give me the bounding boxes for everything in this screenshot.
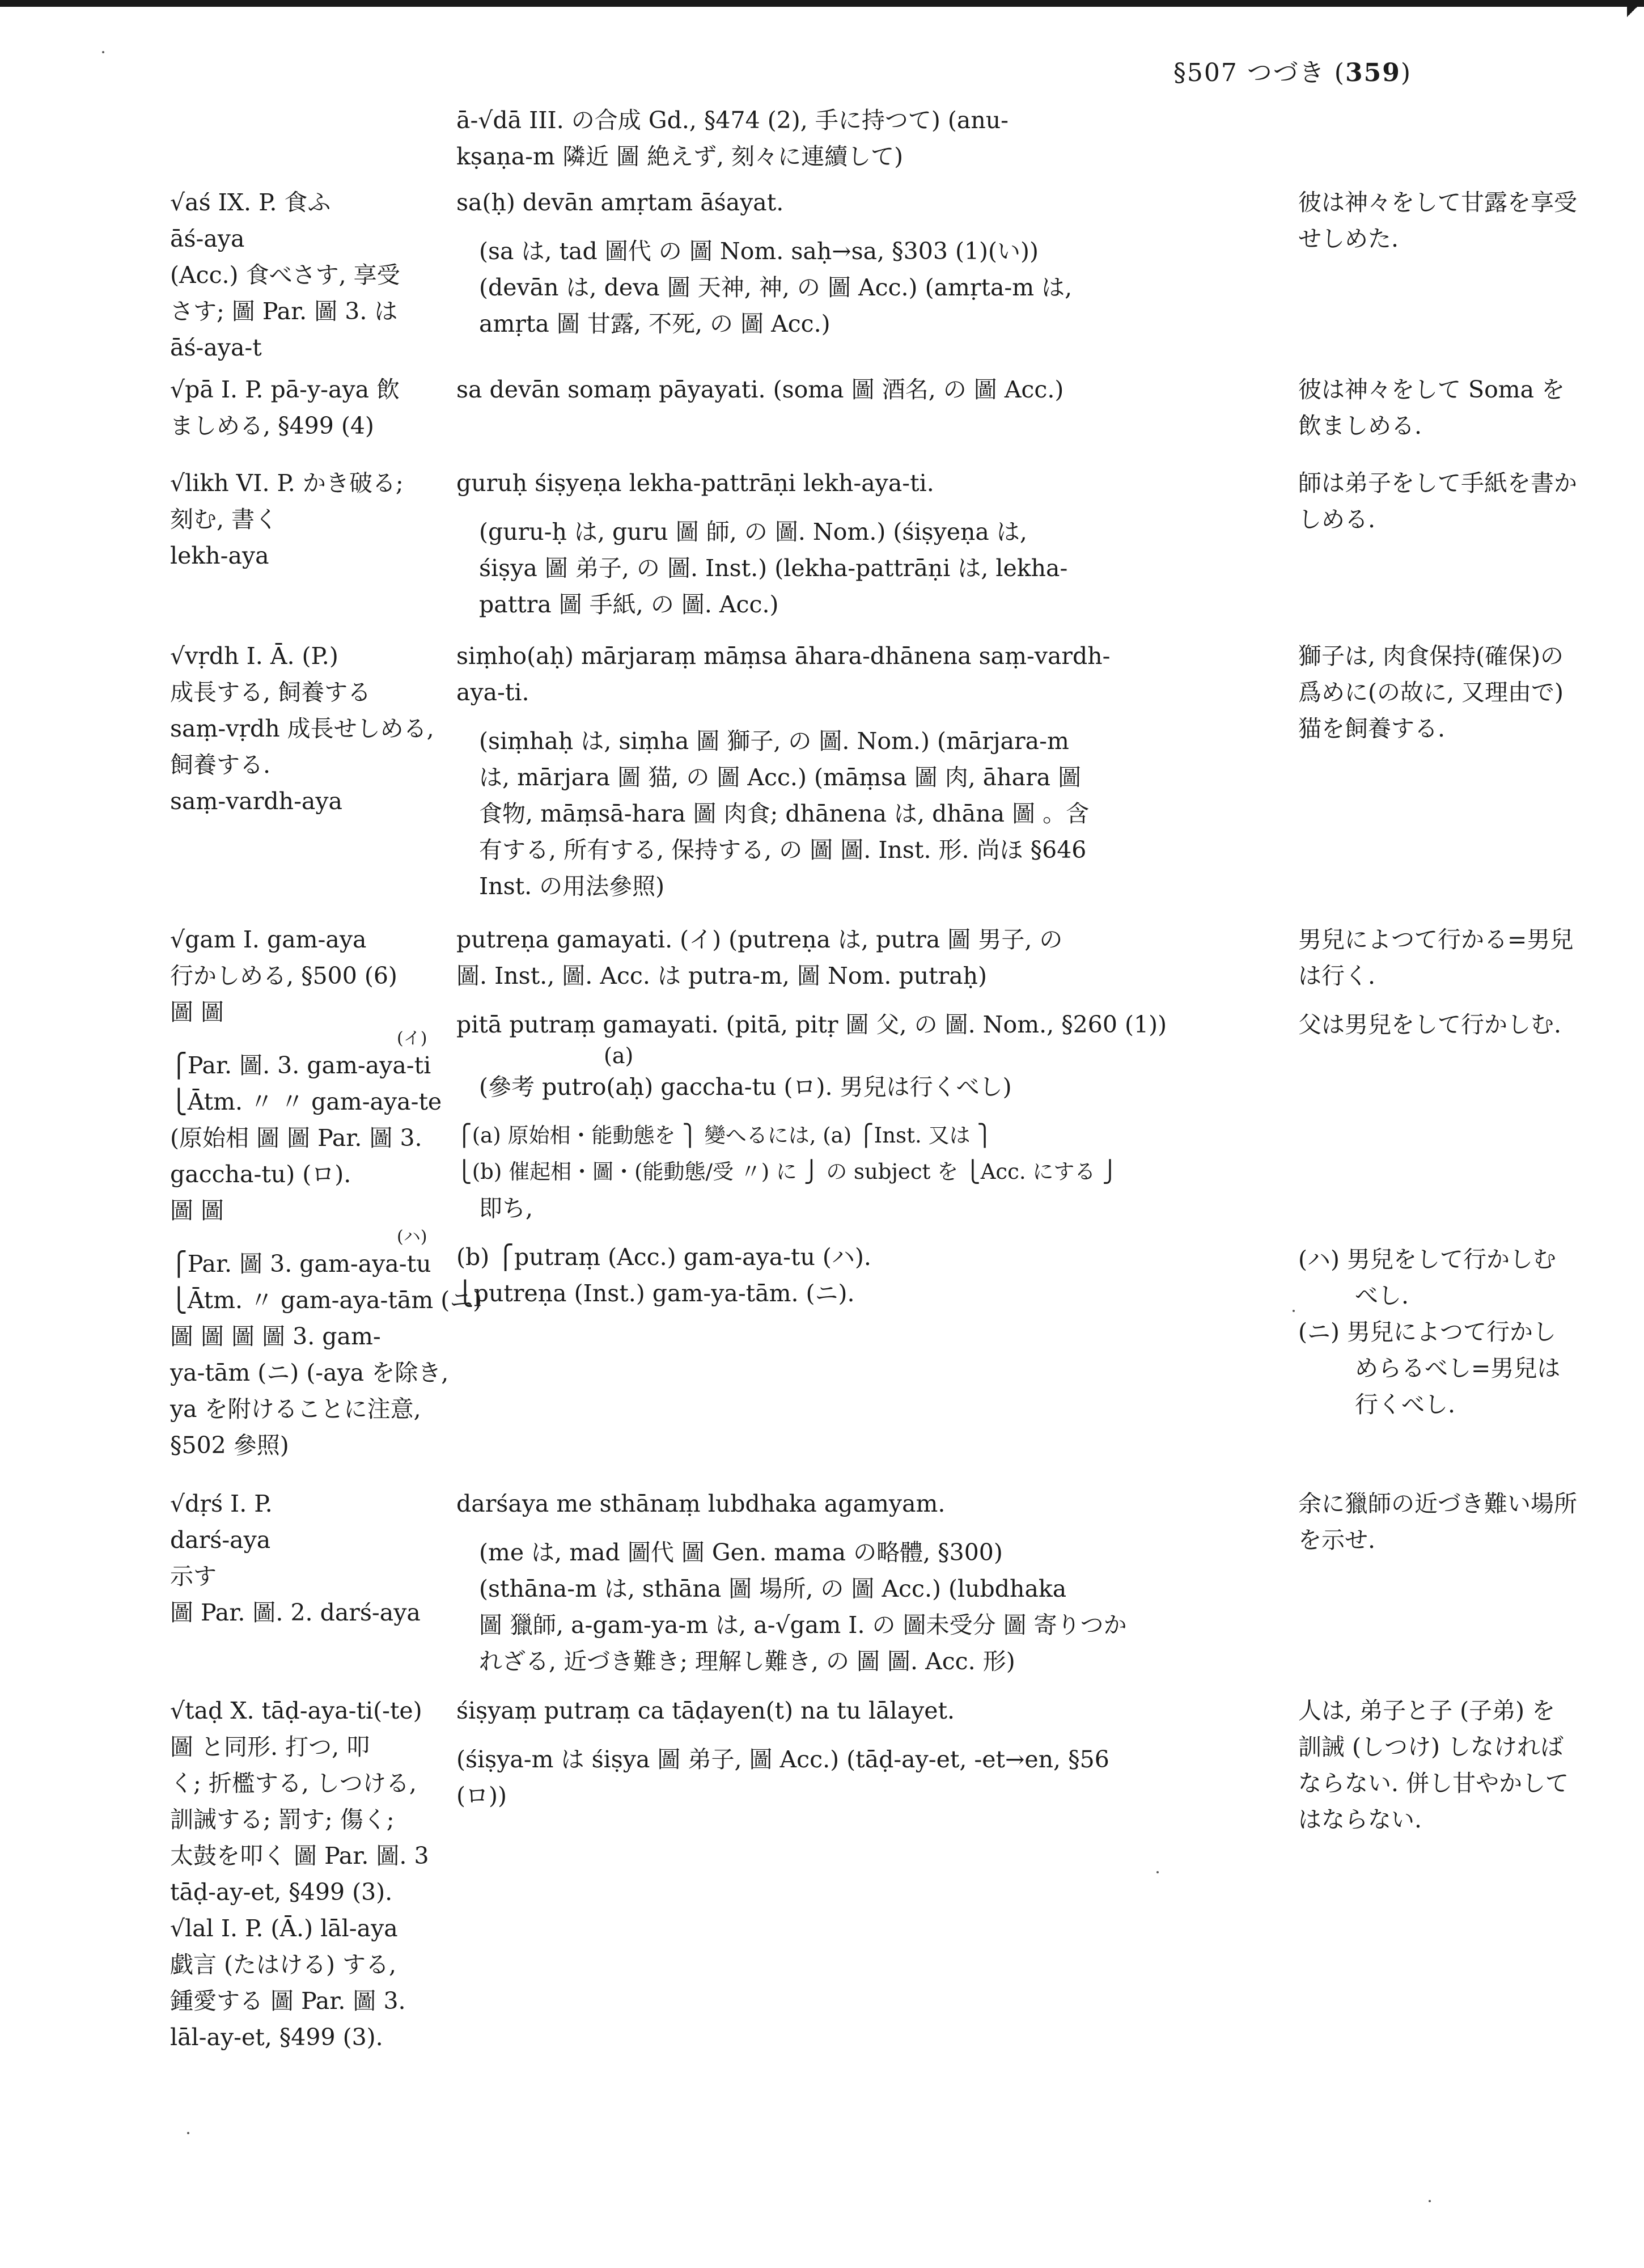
verb-line: §502 參照)	[170, 1432, 289, 1459]
gloss-line: (sthāna-m は, sthāna 圖 場所, の 圖 Acc.) (lubdhaka	[479, 1575, 1067, 1602]
translation-line: 獅子は, 肉食保持(確保)の	[1298, 642, 1564, 670]
dictionary-entries	[170, 0, 1644, 2268]
entry-line: ā-√dā III. の合成 Gd., §474 (2), 手に持つて) (anu-	[456, 107, 1009, 134]
scan-speck	[1156, 1871, 1159, 1873]
verb-line: √vṛdh I. Ā. (P.)	[170, 642, 338, 670]
gloss-line: (me は, mad 圖代 圖 Gen. mama の略體, §300)	[479, 1539, 1003, 1566]
entry-5-verb	[170, 921, 482, 1463]
entry-6-sanskrit	[456, 1486, 1278, 1679]
entry-7-translation	[1298, 1692, 1599, 1838]
gloss-line: (sa は, tad 圖代 の 圖 Nom. saḥ→sa, §303 (1)(い))	[479, 238, 1039, 265]
scan-speck	[1293, 1310, 1295, 1312]
entry-1-sanskrit	[456, 184, 1278, 342]
translation-line: (ハ) 男兒をして行かしむ	[1298, 1246, 1557, 1273]
verb-line: 刻む, 書く	[170, 506, 278, 533]
scan-speck	[187, 2132, 189, 2134]
entry-3-translation	[1298, 465, 1599, 538]
footnote-marker: (イ)	[397, 1029, 427, 1048]
gloss-line: (ロ))	[456, 1782, 507, 1809]
verb-line: 訓誡する; 罰す; 傷く;	[170, 1806, 395, 1833]
gloss-line: (devān は, deva 圖 天神, 神, の 圖 Acc.) (amṛta-m は,	[479, 274, 1073, 301]
gloss-line: 有する, 所有する, 保持する, の 圖 圖. Inst. 形. 尚ほ §646	[479, 836, 1087, 864]
entry-1-translation	[1298, 184, 1599, 257]
translation-line: 彼は神々をして Soma を	[1298, 376, 1565, 403]
verb-line: 鍾愛する 圖 Par. 圖 3.	[170, 1987, 406, 2015]
entry-3-verb	[170, 465, 437, 574]
verb-line: 圖 圖	[170, 1197, 224, 1224]
entry-4-sanskrit	[456, 638, 1278, 904]
verb-line: ⎧Par. 圖. 3. gam-aya-ti	[170, 1052, 431, 1079]
translation-line: は行く.	[1298, 962, 1376, 989]
entry-7-sanskrit	[456, 1692, 1278, 1814]
example-line: (b) ⎧putraṃ (Acc.) gam-aya-tu (ハ).	[456, 1243, 871, 1271]
translation-line: はならない.	[1298, 1806, 1422, 1833]
verb-line: 成長する, 飼養する	[170, 679, 371, 706]
overbrace-label: (a)	[604, 1043, 634, 1068]
verb-line: √gam I. gam-aya	[170, 926, 367, 953]
verb-line: く; 折檻する, しつける,	[170, 1770, 417, 1797]
entry-4-verb	[170, 638, 437, 819]
sanskrit-line: guruḥ śiṣyeṇa lekha-pattrāṇi lekh-aya-ti.	[456, 469, 934, 497]
verb-line: ⎧Par. 圖 3. gam-aya-tu	[170, 1250, 431, 1277]
translation-line: めらるべし=男兒は	[1355, 1355, 1561, 1382]
verb-line: ya を附けることに注意,	[170, 1395, 421, 1423]
verb-line: (Acc.) 食べさす, 享受	[170, 261, 400, 289]
verb-line: tāḍ-ay-et, §499 (3).	[170, 1878, 393, 1906]
scan-speck	[1429, 2200, 1431, 2202]
entry-5-sanskrit	[456, 921, 1278, 1311]
gloss-line: 圖. Inst., 圖. Acc. は putra-m, 圖 Nom. putraḥ)	[456, 962, 988, 989]
verb-line: √likh VI. P. かき破る;	[170, 469, 404, 497]
entry-2-translation	[1298, 371, 1599, 444]
translation-line: 爲めに(の故に, 又理由で)	[1298, 679, 1564, 706]
verb-line: √taḍ X. tāḍ-aya-ti(-te)	[170, 1697, 422, 1724]
sanskrit-line: siṃho(aḥ) mārjaraṃ māṃsa āhara-dhānena saṃ-vardh-	[456, 642, 1111, 670]
section-reference: §507 つづき	[1173, 58, 1325, 87]
verb-line: 戯言 (たはける) する,	[170, 1951, 397, 1978]
translation-line: 行くべし.	[1355, 1391, 1456, 1418]
translation-line: 猫を飼養する.	[1298, 715, 1446, 742]
verb-line: ましめる, §499 (4)	[170, 412, 374, 439]
gloss-line: 食物, māṃsā-hara 圖 肉食; dhānena は, dhāna 圖 。含	[479, 800, 1090, 827]
verb-line: √lal I. P. (Ā.) lāl-aya	[170, 1915, 398, 1942]
entry-line: kṣaṇa-m 隣近 圖 絶えず, 刻々に連續して)	[456, 143, 904, 170]
verb-line: darś-aya	[170, 1526, 271, 1554]
translation-line: 人は, 弟子と子 (子弟) を	[1298, 1697, 1556, 1724]
verb-line: √pā I. P. pā-y-aya 飲	[170, 376, 400, 403]
gloss-line: amṛta 圖 甘露, 不死, の 圖 Acc.)	[479, 310, 831, 337]
verb-line: ya-tām (ニ) (-aya を除き,	[170, 1359, 449, 1386]
translation-line: 余に獵師の近づき難い場所	[1298, 1490, 1577, 1517]
translation-line: 訓誡 (しつけ) しなければ	[1298, 1733, 1564, 1761]
gloss-line: 圖 獵師, a-gam-ya-m は, a-√gam I. の 圖未受分 圖 寄りつか	[479, 1611, 1127, 1639]
sanskrit-line: darśaya me sthānaṃ lubdhaka agamyam.	[456, 1490, 946, 1517]
sanskrit-line: śiṣyaṃ putraṃ ca tāḍayen(t) na tu lālayet.	[456, 1697, 955, 1724]
translation-line: べし.	[1355, 1282, 1409, 1309]
page-number-open: (	[1334, 58, 1345, 87]
verb-line: (原始相 圖 圖 Par. 圖 3.	[170, 1124, 422, 1152]
translation-line: ならない. 併し甘やかして	[1298, 1770, 1569, 1797]
verb-line: 圖 圖	[170, 998, 224, 1026]
translation-line: 師は弟子をして手紙を書か	[1298, 469, 1577, 497]
verb-line: ⎩Ātm. 〃 〃 gam-aya-te	[170, 1088, 442, 1115]
verb-line: āś-aya-t	[170, 334, 262, 361]
entry-6-verb	[170, 1486, 437, 1631]
translation-line: 飲ましめる.	[1298, 412, 1422, 439]
sokuchi-line: 即ち,	[479, 1195, 533, 1222]
gloss-line: Inst. の用法參照)	[479, 873, 665, 900]
footnote-marker: (ハ)	[397, 1227, 427, 1247]
sanskrit-line: pitā putraṃ gamayati. (pitā, pitṛ 圖 父, の 圖. Nom., §260 (1))	[456, 1011, 1167, 1038]
verb-line: saṃ-vṛdh 成長せしめる,	[170, 715, 434, 742]
verb-line: lekh-aya	[170, 542, 269, 569]
gloss-line: (śiṣya-m は śiṣya 圖 弟子, 圖 Acc.) (tāḍ-ay-et, -et→en, §56	[456, 1746, 1109, 1773]
translation-line: せしめた.	[1298, 225, 1399, 252]
brace-rule-line: ⎩(b) 催起相・圖・(能動態/受 〃) に ⎭ の subject を ⎩Acc. にする ⎭	[456, 1160, 1118, 1184]
entry-7-verb	[170, 1692, 437, 2055]
translation-line: 父は男兒をして行かしむ.	[1298, 1011, 1562, 1038]
example-line: ⎩putreṇa (Inst.) gam-ya-tām. (ニ).	[456, 1280, 855, 1307]
translation-line: 彼は神々をして甘露を享受	[1298, 189, 1577, 216]
gloss-line: pattra 圖 手紙, の 圖. Acc.)	[479, 591, 779, 618]
verb-line: gaccha-tu) (ロ).	[170, 1161, 351, 1188]
entry-1-verb	[170, 184, 437, 366]
verb-line: さす; 圖 Par. 圖 3. は	[170, 298, 398, 325]
verb-line: √dṛś I. P.	[170, 1490, 273, 1517]
page-number: 359	[1345, 58, 1401, 87]
verb-line: āś-aya	[170, 225, 245, 252]
entry-2-sanskrit	[456, 371, 1278, 408]
entry-5-translation	[1298, 921, 1599, 1423]
verb-line: lāl-ay-et, §499 (3).	[170, 2024, 383, 2051]
page-number-close: )	[1400, 58, 1412, 87]
gloss-line: (siṃhaḥ は, siṃha 圖 獅子, の 圖. Nom.) (mārjara-m	[479, 727, 1069, 755]
scan-speck	[102, 51, 104, 53]
translation-line: を示せ.	[1298, 1526, 1376, 1554]
sanskrit-line: aya-ti.	[456, 679, 529, 706]
sanskrit-line: sa(ḥ) devān amṛtam āśayat.	[456, 189, 784, 216]
verb-line: √aś IX. P. 食ふ	[170, 189, 331, 216]
entry-6-translation	[1298, 1486, 1599, 1558]
entry-0-sanskrit	[456, 102, 1278, 175]
translation-line: (ニ) 男兒によつて行かし	[1298, 1318, 1557, 1345]
verb-line: 圖 Par. 圖. 2. darś-aya	[170, 1599, 421, 1626]
verb-line: 太鼓を叩く 圖 Par. 圖. 3	[170, 1842, 429, 1869]
gloss-line: は, mārjara 圖 猫, の 圖 Acc.) (māṃsa 圖 肉, āhara 圖	[479, 764, 1082, 791]
verb-line: 示す	[170, 1563, 217, 1590]
sanskrit-line: putreṇa gamayati. (イ) (putreṇa は, putra 圖 男子, の	[456, 926, 1063, 953]
translation-line: しめる.	[1298, 506, 1376, 533]
verb-line: 圖 圖 圖 圖 3. gam-	[170, 1323, 381, 1350]
entry-3-sanskrit	[456, 465, 1278, 623]
reference-line: (參考 putro(aḥ) gaccha-tu (ロ). 男兒は行くべし)	[479, 1073, 1012, 1101]
brace-rule-line: ⎧(a) 原始相・能動態を ⎫ 變へるには, (a) ⎧Inst. 又は ⎫	[456, 1123, 993, 1148]
entry-2-verb	[170, 371, 437, 444]
gloss-line: śiṣya 圖 弟子, の 圖. Inst.) (lekha-pattrāṇi は, lekha-	[479, 555, 1068, 582]
verb-line: saṃ-vardh-aya	[170, 788, 342, 815]
gloss-line: れざる, 近づき難き; 理解し難き, の 圖 圖. Acc. 形)	[479, 1648, 1015, 1675]
gloss-line: (guru-ḥ は, guru 圖 師, の 圖. Nom.) (śiṣyeṇa は,	[479, 518, 1027, 545]
verb-line: 行かしめる, §500 (6)	[170, 962, 397, 989]
translation-line: 男兒によつて行かる=男兒	[1298, 926, 1574, 953]
sanskrit-line: sa devān somaṃ pāyayati. (soma 圖 酒名, の 圖 Acc.)	[456, 376, 1064, 403]
verb-line: 圖 と同形. 打つ, 叩	[170, 1733, 370, 1761]
verb-line: ⎩Ātm. 〃 gam-aya-tām (ニ)	[170, 1287, 482, 1314]
verb-line: 飼養する.	[170, 751, 271, 778]
entry-4-translation	[1298, 638, 1599, 747]
